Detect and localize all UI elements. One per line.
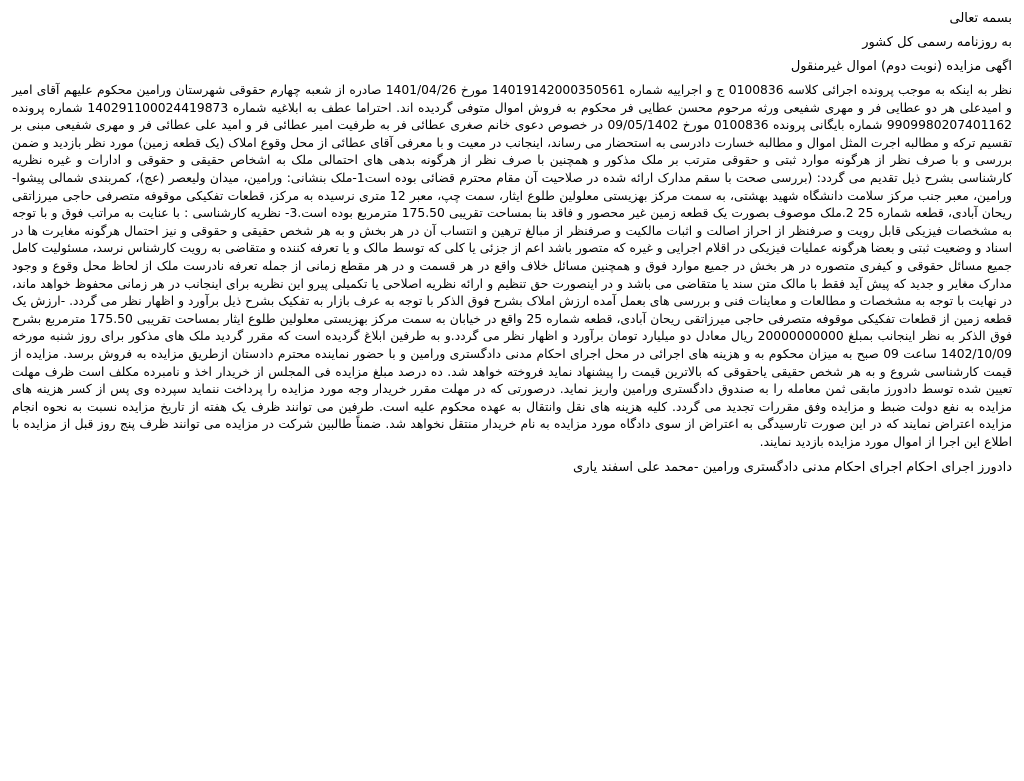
notice-title: اگهی مزایده (نوبت دوم) اموال غیرمنقول — [790, 59, 1012, 74]
recipient-line: به روزنامه رسمی کل کشور — [862, 35, 1012, 50]
signature-line: دادورز اجرای احکام اجرای احکام مدنی دادگستری ورامین -محمد علی اسفند یاری — [573, 460, 1012, 476]
notice-body: نظر به اینکه به موجب پرونده اجرائی کلاسه 0100836 ج و اجراییه شماره 14019142000350561 مورخ 1401/04/26 صادره از شعبه چهارم حقوقی شهرستان ورامین محکوم علیهم آقای امیر و امیدعلی هر دو عطایی فر و مهری شفیعی ورثه مرحوم محسن عطایی فر محکوم به فروش اموال متوفی گردیده اند. احتراما عطف به ابلاغیه شماره 140291100024419873 شماره پرونده 9909980207401162 شماره بایگانی پرونده 0100836 مورخ 09/05/1402 در خصوص دعوی خانم صغری عطائی فر به طرفیت امیر عطائی فر و امید علی عطائی فر و مهری شفیعی مبنی بر تقسیم ترکه و مطالبه اجرت المثل اموال و مطالبه خسارت دادرسی به استحضار می رساند، اینجانب در معیت و با معرفی آقای عطائی از محل وقوع املاک (یک قطعه زمین) مورد نظر بازدید و ضمن بررسی و با صرف نظر از هرگونه موارد ثبتی و حقوقی مترتب بر ملک مذکور و همچنین با صرف نظر از هرگونه بدهی های احتمالی ملک به اشخاص حقیقی و حقوقی و ادارات و غیره نظریه کارشناسی بشرح ذیل تقدیم می گردد: (بررسی صحت با سقم مدارک ارائه شده در صلاحیت آن مقام محترم قضائی بوده است1-ملک بنشانی: ورامین، میدان ولیعصر (عج)، کمربندی شمالی پیشوا-ورامین، معبر جنب مرکز سلامت دانشگاه شهید بهشتی، به سمت مرکز بهزیستی معلولین طلوع ایثار، سمت چپ، معبر 12 متری نرسیده به مرکز، قطعات تفکیکی موقوفه متصرفی حاجی میرزاتقی ریحان آبادی، قطعه شماره 25 2.ملک موصوف بصورت یک قطعه زمین غیر محصور و فاقد بنا بمساحت تقریبی 175.50 مترمربع بوده است.3- نظریه کارشناسی : با عنایت به مراتب فوق و با توجه به مشخصات فیزیکی قابل رویت و صرفنظر از احراز اصالت و اثبات مالکیت و صرفنظر از مبالغ ترهین و انتساب آن در هر بخش و به هر شخص حقیقی و حقوقی و نیز احتمال هرگونه مغایرت ها در اسناد و وضعیت ثبتی و بعضا هرگونه عملیات فیزیکی در اقلام اجرایی و غیره که متصور باشد اعم از جزئی یا کلی که توسط مالک و یا تعرفه کننده و متقاضی به رویت کارشناس نرسد، مسئولیت کامل جمیع مسائل حقوقی و کیفری متصوره در هر بخش در جمیع موارد فوق و همچنین مسائل خلاف واقع در هر قسمت و در هر مقطع زمانی از جمله تعرفه نادرست ملک از لحاظ محل وقوع و وجود مدارک مغایر و جدید که پیش آید فقط با مالک متن سند یا متقاضی می باشد و در اینصورت حق تنظیم و ارائه نظریه اصلاحی یا تکمیلی پیرو این نظریه برای اینجانب در هر زمانی محفوظ خواهد ماند، در نهایت با توجه به مشخصات و مطالعات و معاینات فنی و بررسی های بعمل آمده ارزش املاک بشرح فوق الذکر با توجه به عرف بازار به تفکیک بشرح ذیل برآورد و اظهار نظر می گردد. -ارزش یک قطعه زمین از قطعات تفکیکی موقوفه متصرفی حاجی میرزاتقی ریحان آبادی، قطعه شماره 25 واقع در خیابان به سمت مرکز بهزیستی معلولین طلوع ایثار بمساحت تقریبی 175.50 مترمربع بشرح فوق الذکر به نظر اینجانب بمبلغ 20000000000 ریال معادل دو میلیارد تومان برآورد و اظهار نظر می گردد.و به طرفین ابلاغ گردیده است که مقرر گردید ملک های مذکور برای روز شنبه مورخه 1402/10/09 ساعت 09 صبح به میزان محکوم به و هزینه های اجرائی در محل اجرای احکام مدنی دادگستری ورامین و با حضور نماینده محترم دادستان ازطریق مزایده به فروش برسد. مزایده از قیمت کارشناسی شروع و به هر شخص حقیقی یاحقوقی که بالاترین قیمت را پیشنهاد نماید فروخته خواهد شد. ده درصد مبلغ مزایده فی المجلس از خریدار اخذ و نامبرده مکلف است ظرف مهلت تعیین شده توسط دادورز مابقی ثمن معامله را به صندوق دادگستری ورامین واریز نماید. درصورتی که در مهلت مقرر خریدار وجه مورد مزایده را پرداخت ننماید سپرده وی پس از کسر هزینه های مزایده به نفع دولت ضبط و مزایده وفق مقررات تجدید می گردد. کلیه هزینه های نقل وانتقال به عهده محکوم علیه است. طرفین می توانند ظرف یک هفته از تاریخ مزایده نسبت به نحوه انجام مزایده اعتراض نمایند که در این صورت تارسیدگی به اعتراض از سوی دادگاه مورد مزایده به نام خریدار منتقل نخواهد شد. ضمناً طالبین شرکت در مزایده می توانند ظرف پنج روز قبل از مزایده با اطلاع این اجرا از اموال مورد مزایده بازدید نمایند. — [12, 83, 1013, 449]
basmala-line: بسمه تعالی — [949, 11, 1012, 26]
